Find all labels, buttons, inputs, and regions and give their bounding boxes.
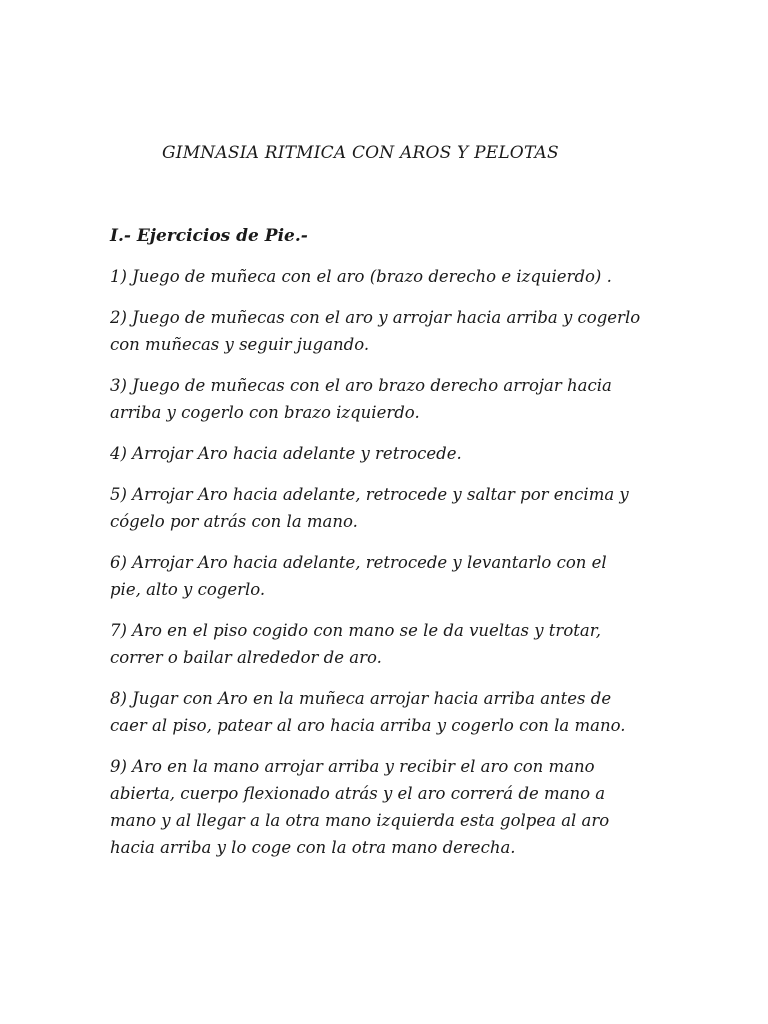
section-heading: I.- Ejercicios de Pie.-: [110, 226, 308, 246]
exercise-item: [110, 617, 650, 671]
exercise-item: [110, 304, 650, 358]
exercise-line: cógelo por atrás con la mano.: [110, 512, 358, 531]
exercise-line: con muñecas y seguir jugando.: [110, 335, 370, 354]
exercise-line: 6) Arrojar Aro hacia adelante, retrocede y levantarlo con el: [110, 553, 607, 572]
exercise-line: 8) Jugar con Aro en la muñeca arrojar hacia arriba antes de: [110, 689, 612, 708]
exercise-item: [110, 481, 650, 535]
exercise-line: 3) Juego de muñecas con el aro brazo derecho arrojar hacia: [110, 376, 612, 395]
exercise-line: 1) Juego de muñeca con el aro (brazo derecho e izquierdo) .: [110, 267, 612, 286]
exercise-line: hacia arriba y lo coge con la otra mano derecha.: [110, 838, 516, 857]
exercise-line: correr o bailar alrededor de aro.: [110, 648, 382, 667]
exercise-item: [110, 685, 650, 739]
exercise-item: [110, 549, 650, 603]
exercise-line: 9) Aro en la mano arrojar arriba y recibir el aro con mano: [110, 757, 595, 776]
exercise-line: 7) Aro en el piso cogido con mano se le da vueltas y trotar,: [110, 621, 602, 640]
exercise-item: [110, 263, 650, 290]
exercise-line: mano y al llegar a la otra mano izquierda esta golpea al aro: [110, 811, 610, 830]
exercise-line: pie, alto y cogerlo.: [110, 580, 266, 599]
document-title: GIMNASIA RITMICA CON AROS Y PELOTAS: [162, 143, 559, 163]
exercise-list: [110, 263, 650, 861]
exercise-line: caer al piso, patear al aro hacia arriba y cogerlo con la mano.: [110, 716, 626, 735]
exercise-line: 2) Juego de muñecas con el aro y arrojar hacia arriba y cogerlo: [110, 308, 641, 327]
exercise-line: arriba y cogerlo con brazo izquierdo.: [110, 403, 420, 422]
exercise-item: [110, 372, 650, 426]
exercise-line: 5) Arrojar Aro hacia adelante, retrocede y saltar por encima y: [110, 485, 629, 504]
exercise-line: 4) Arrojar Aro hacia adelante y retrocede.: [110, 444, 462, 463]
exercise-item: [110, 440, 650, 467]
exercise-item: [110, 753, 650, 861]
exercise-line: abierta, cuerpo flexionado atrás y el aro correrá de mano a: [110, 784, 606, 803]
